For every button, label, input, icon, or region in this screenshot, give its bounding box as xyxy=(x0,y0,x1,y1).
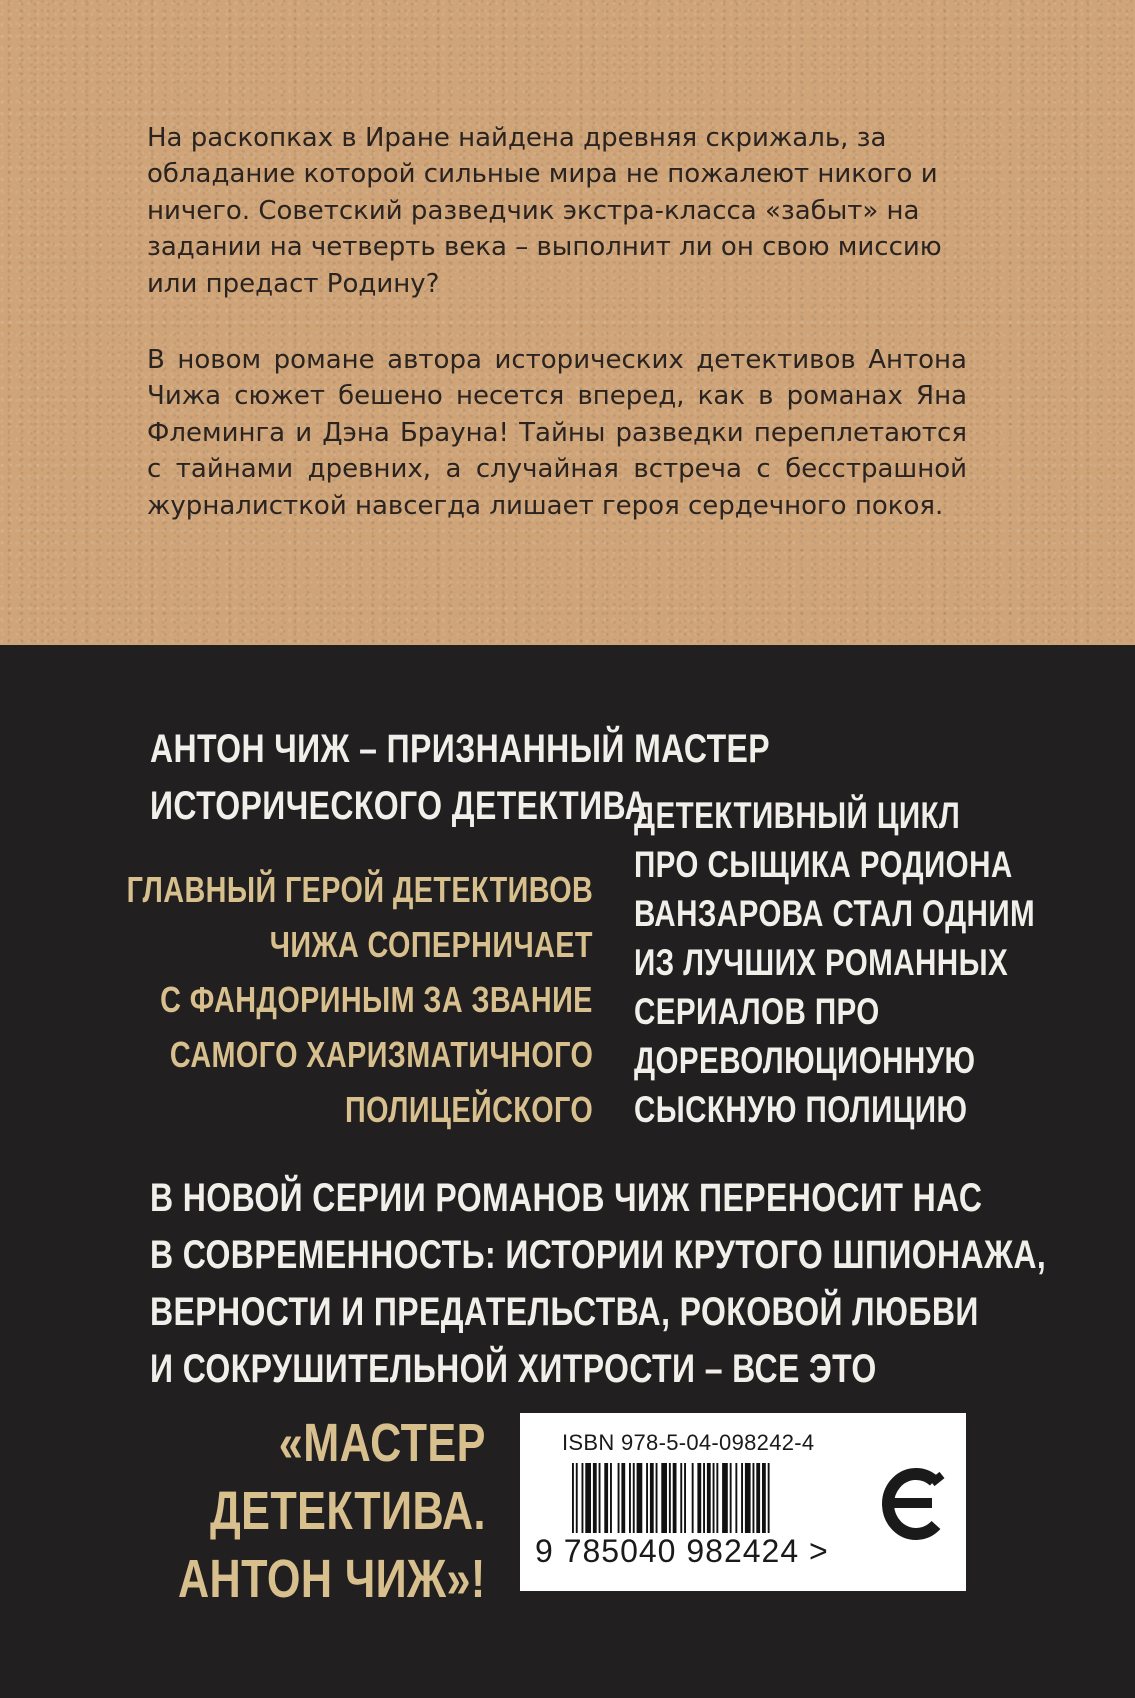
barcode-digits: 9 785040 982424 > xyxy=(535,1533,829,1569)
barcode-bar xyxy=(692,1463,694,1533)
barcode-bar xyxy=(610,1463,612,1533)
barcode-bar xyxy=(599,1463,601,1533)
blurb-paragraph-2: В новом романе автора исторических детективов Антона Чижа сюжет бешено несется вперед, как в романах Яна Флеминга и Дэна Брауна! Тайны разведки переплетаются с тайнами древних, а случайная встреча с бесстрашной журналисткой навсегда лишает героя сердечного покоя. xyxy=(147,345,967,521)
barcode-bar xyxy=(756,1463,760,1533)
cycle-text-line: ВАНЗАРОВА СТАЛ ОДНИМ xyxy=(634,893,1036,934)
series-text-line: В НОВОЙ СЕРИИ РОМАНОВ ЧИЖ ПЕРЕНОСИТ НАС xyxy=(150,1176,983,1220)
series-text-line: ВЕРНОСТИ И ПРЕДАТЕЛЬСТВА, РОКОВОЙ ЛЮБВИ xyxy=(150,1290,979,1334)
quote-line: «МАСТЕР xyxy=(278,1413,486,1473)
barcode-bar xyxy=(768,1463,770,1533)
barcode-bar xyxy=(650,1463,654,1533)
cycle-text-line: ПРО СЫЩИКА РОДИОНА xyxy=(634,844,1013,885)
series-text-line: И СОКРУШИТЕЛЬНОЙ ХИТРОСТИ – ВСЕ ЭТО xyxy=(150,1347,877,1391)
hero-text-line: ЧИЖА СОПЕРНИЧАЕТ xyxy=(269,924,593,965)
hero-text-line: САМОГО ХАРИЗМАТИЧНОГО xyxy=(169,1034,593,1075)
cycle-text-line: ДЕТЕКТИВНЫЙ ЦИКЛ xyxy=(634,795,961,836)
barcode-bar xyxy=(741,1463,743,1533)
barcode-bar xyxy=(656,1463,658,1533)
barcode-bar xyxy=(735,1463,737,1533)
barcode-bar xyxy=(572,1463,574,1533)
cycle-text-line: СЫСКНУЮ ПОЛИЦИЮ xyxy=(634,1089,968,1130)
barcode-bar xyxy=(593,1463,597,1533)
hero-text-line: ГЛАВНЫЙ ГЕРОЙ ДЕТЕКТИВОВ xyxy=(126,869,593,910)
barcode-bar xyxy=(582,1463,584,1533)
headline-line-1: АНТОН ЧИЖ – ПРИЗНАННЫЙ МАСТЕР xyxy=(150,727,771,771)
quote-line: ДЕТЕКТИВА. xyxy=(210,1481,486,1541)
barcode-bar xyxy=(753,1463,755,1533)
barcode-bar xyxy=(722,1463,728,1533)
eksmo-logo-icon xyxy=(876,1453,950,1553)
barcode-bar xyxy=(713,1463,715,1533)
isbn-label: ISBN 978-5-04-098242-4 xyxy=(562,1430,815,1455)
barcode-bar xyxy=(697,1463,701,1533)
barcode-bar xyxy=(730,1463,732,1533)
kraft-paper-panel xyxy=(0,0,1135,645)
cycle-text-line: ДОРЕВОЛЮЦИОННУЮ xyxy=(634,1040,976,1081)
barcode-bar xyxy=(703,1463,705,1533)
barcode-bar xyxy=(745,1463,751,1533)
quote-line: АНТОН ЧИЖ»! xyxy=(178,1549,486,1609)
blurb-paragraph-1: На раскопках в Иране найдена древняя скрижаль, за обладание которой сильные мира не пожалеют никого и ничего. Советский разведчик экстра-класса «забыт» на задании на четверть века – выполнит ли он свою миссию или предаст Родину? xyxy=(147,123,942,299)
barcode-bar xyxy=(637,1463,643,1533)
barcode-bar xyxy=(621,1463,625,1533)
barcode-bar xyxy=(762,1463,766,1533)
headline-line-2: ИСТОРИЧЕСКОГО ДЕТЕКТИВА xyxy=(150,784,648,828)
cycle-text-line: ИЗ ЛУЧШИХ РОМАННЫХ xyxy=(634,942,1009,983)
barcode-bar xyxy=(585,1463,591,1533)
barcode-bar xyxy=(669,1463,671,1533)
barcode-bar xyxy=(661,1463,667,1533)
cycle-text-line: СЕРИАЛОВ ПРО xyxy=(634,991,880,1032)
series-text-line: В СОВРЕМЕННОСТЬ: ИСТОРИИ КРУТОГО ШПИОНАЖА, xyxy=(150,1233,1047,1277)
barcode-bar xyxy=(684,1463,686,1533)
barcode-bar xyxy=(646,1463,648,1533)
barcode-icon xyxy=(572,1463,838,1533)
barcode-bar xyxy=(576,1463,578,1533)
barcode-bar xyxy=(680,1463,682,1533)
barcode-bar xyxy=(633,1463,635,1533)
barcode-panel xyxy=(520,1413,966,1591)
barcode-bar xyxy=(604,1463,608,1533)
barcode-bar xyxy=(716,1463,718,1533)
hero-text-line: С ФАНДОРИНЫМ ЗА ЗВАНИЕ xyxy=(160,979,593,1020)
barcode-bar xyxy=(629,1463,631,1533)
barcode-bar xyxy=(673,1463,677,1533)
barcode-bar xyxy=(618,1463,620,1533)
barcode-bar xyxy=(707,1463,711,1533)
hero-text-line: ПОЛИЦЕЙСКОГО xyxy=(344,1089,593,1130)
